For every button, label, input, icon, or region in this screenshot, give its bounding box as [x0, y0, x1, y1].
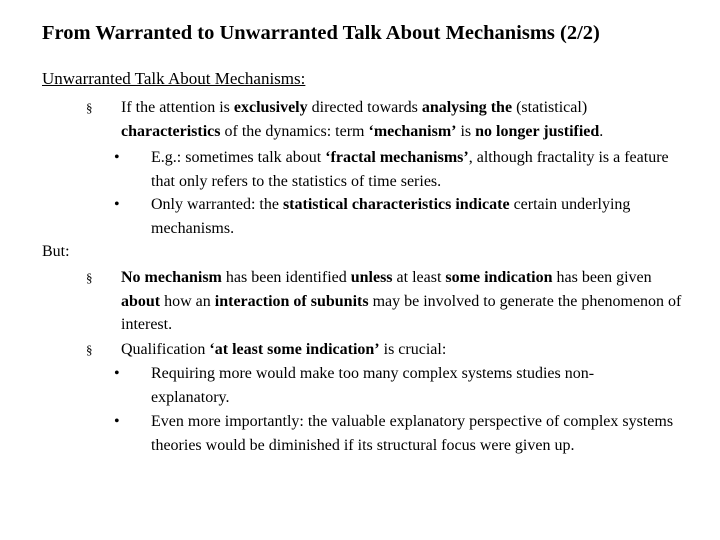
- slide-title: From Warranted to Unwarranted Talk About Mechanisms (2/2): [42, 22, 600, 44]
- point-3-sub-1: Requiring more would make too many complex systems studies non-explanatory.: [151, 365, 595, 406]
- point-2-text: No mechanism has been identified unless at least some indication has been given about how an interaction of subunits may be involved to generate the phenomenon of interest.: [121, 269, 682, 333]
- bullet-dot-icon: •: [114, 196, 120, 213]
- point-1-sub-2: Only warranted: the statistical characteristics indicate certain underlying mechanisms.: [151, 196, 631, 237]
- bullet-dot-icon: •: [114, 365, 120, 382]
- section-bullet-icon: §: [86, 342, 93, 357]
- point-1-sub-1: E.g.: sometimes talk about ‘fractal mechanisms’, although fractality is a feature that only refers to the statistics of time series.: [151, 149, 669, 190]
- bullet-dot-icon: •: [114, 149, 120, 166]
- point-3-text: Qualification ‘at least some indication’ is crucial:: [121, 341, 447, 358]
- but-label: But:: [42, 243, 70, 260]
- section-bullet-icon: §: [86, 270, 93, 285]
- point-3-sub-2: Even more importantly: the valuable explanatory perspective of complex systems theories would be diminished if its structural focus were given up.: [151, 413, 674, 454]
- point-1-text: If the attention is exclusively directed towards analysing the (statistical) characteristics of the dynamics: term ‘mechanism’ is no longer justified.: [121, 99, 604, 140]
- section-bullet-icon: §: [86, 100, 93, 115]
- bullet-dot-icon: •: [114, 413, 120, 430]
- section-heading: Unwarranted Talk About Mechanisms:: [42, 69, 306, 88]
